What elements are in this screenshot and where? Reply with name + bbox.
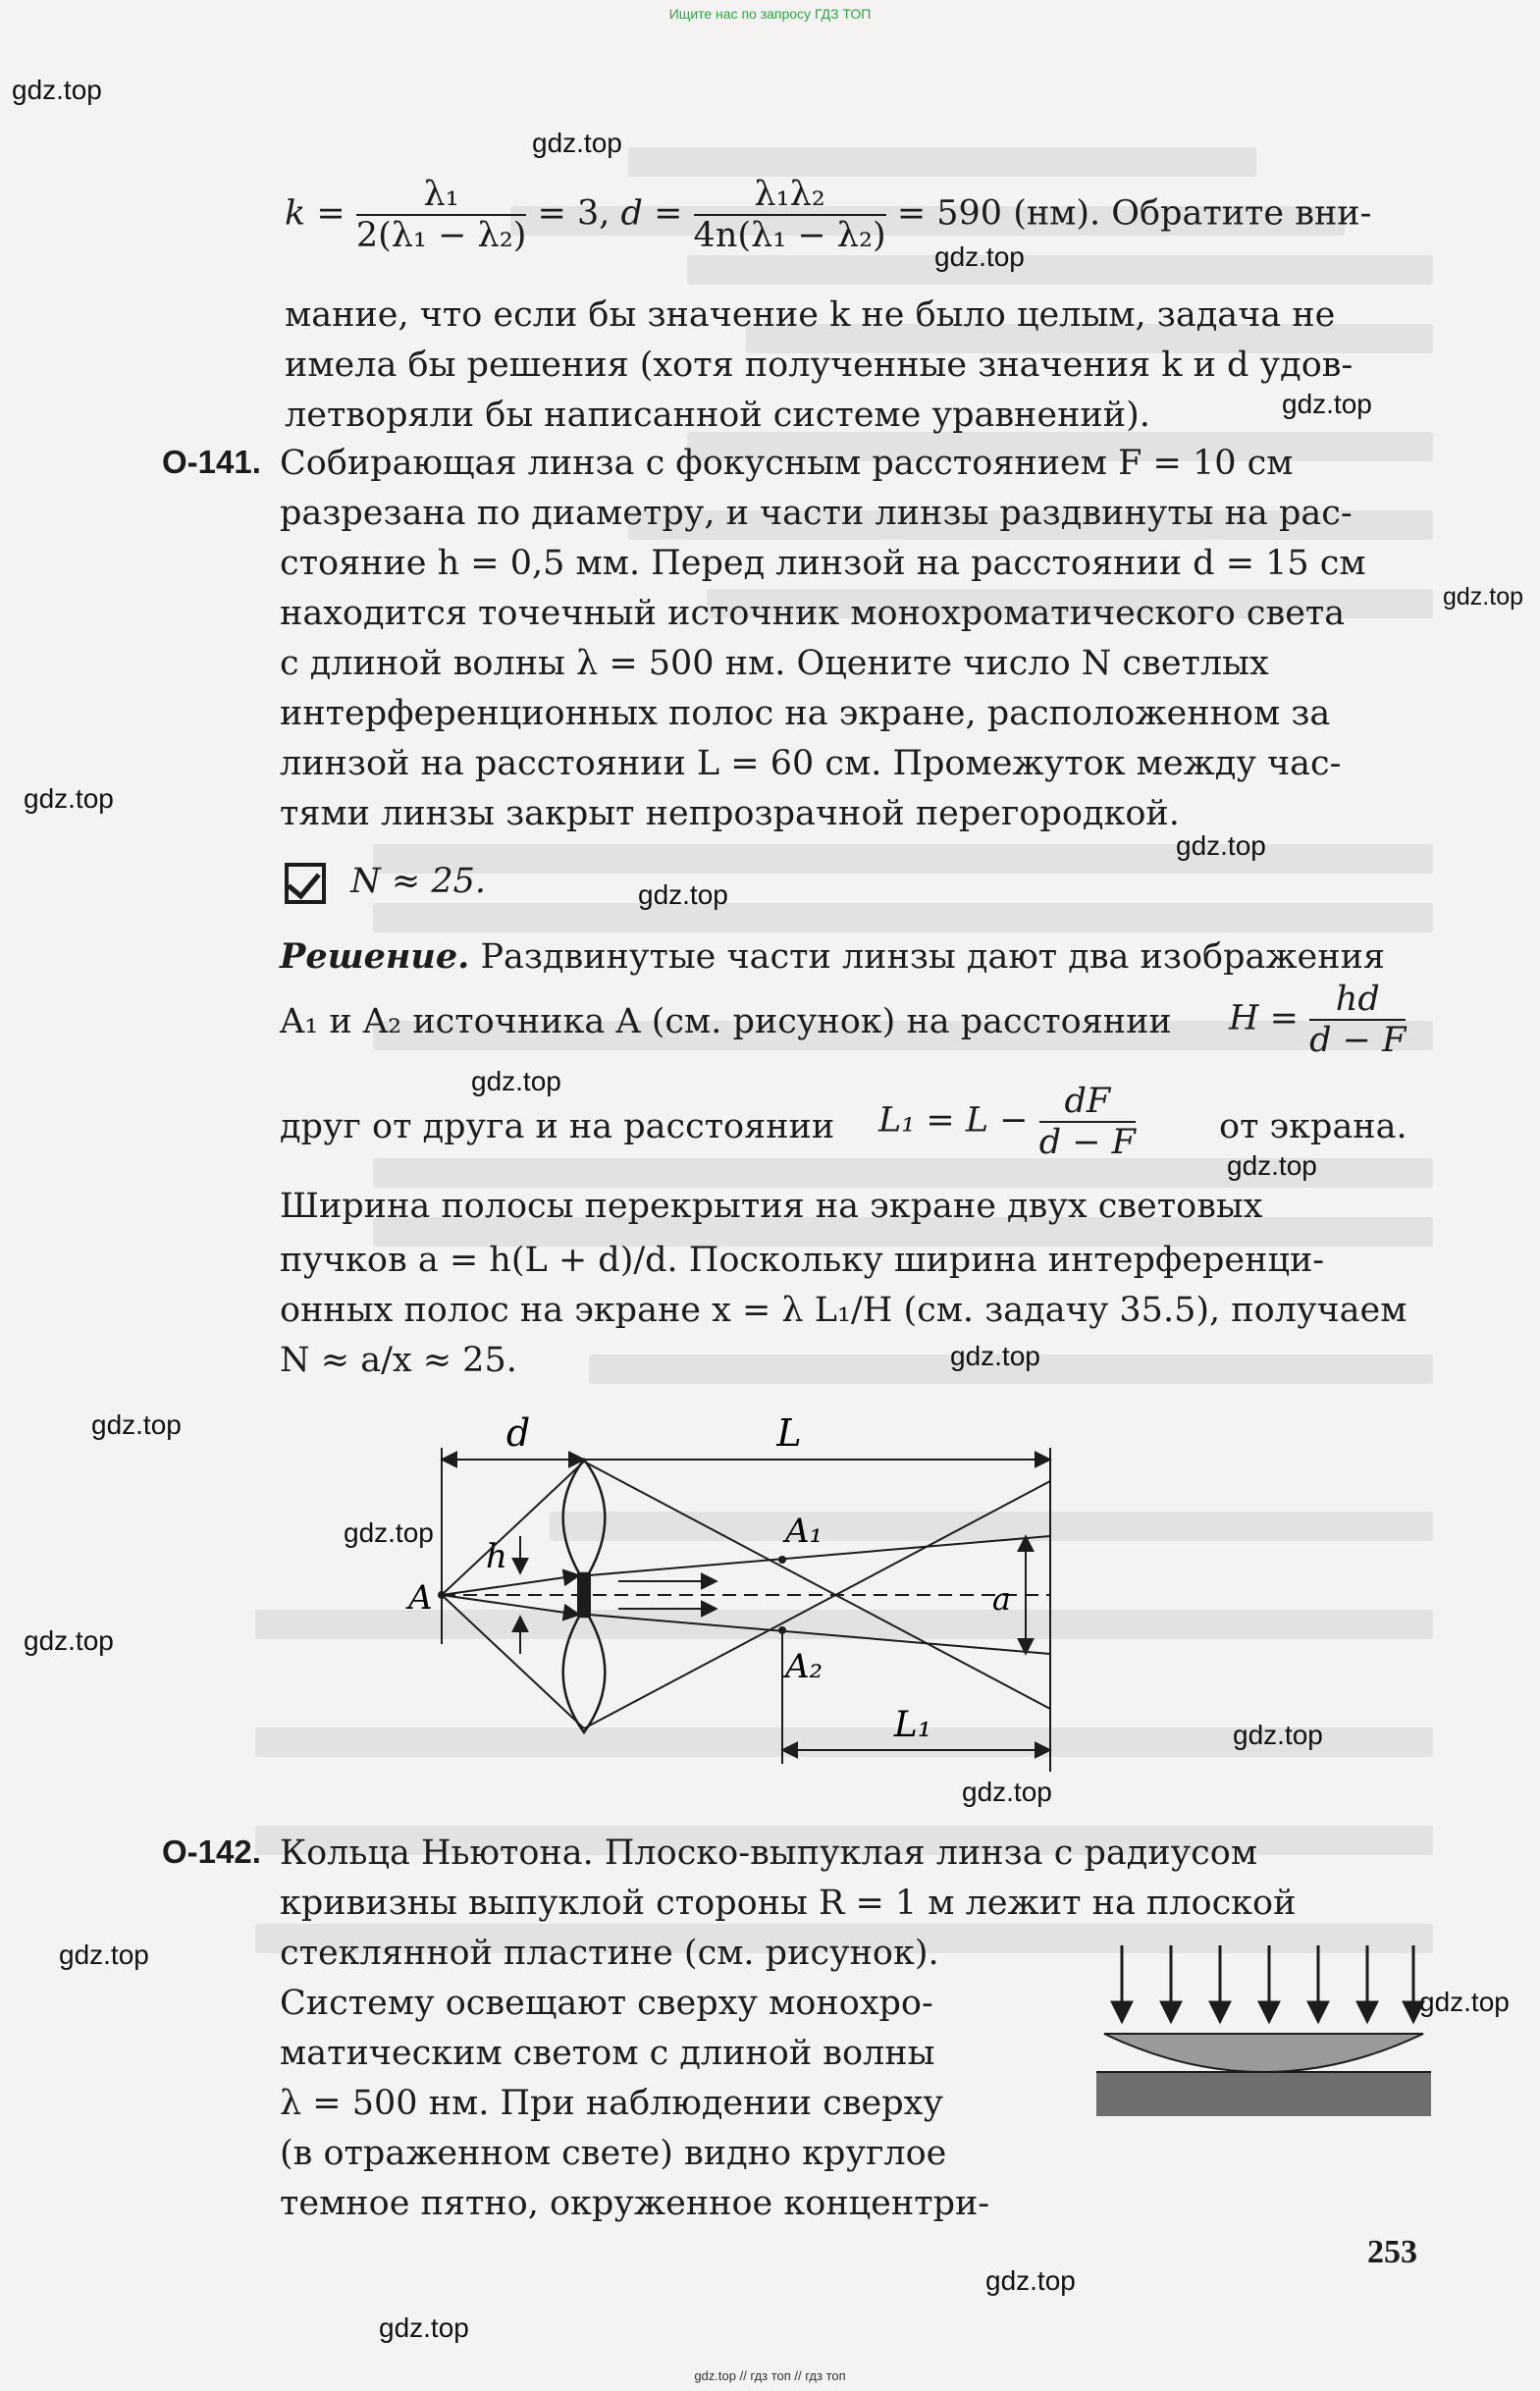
problem-142-text-line: Систему освещают сверху монохро- [280,1984,933,2023]
problem-141-text-line: интерференционных полос на экране, расположенном за [280,694,1331,733]
formula-H-numerator: hd [1309,980,1406,1021]
formula-H-denominator: d − F [1309,1021,1407,1060]
formula-H-label: H = [1229,998,1299,1038]
watermark: gdz.top [985,2265,1076,2296]
solution-line-3b: от экрана. [1219,1107,1407,1146]
formula-k-numerator: λ₁ [356,175,527,216]
image-point-A1 [778,1556,786,1564]
watermark: gdz.top [1282,389,1372,419]
watermark: gdz.top [1443,583,1524,611]
watermark: gdz.top [638,879,728,910]
problem-141-text-line: Собирающая линза с фокусным расстоянием F = 10 см [280,444,1294,483]
formula-k-label: k = [285,193,345,234]
solution-line-6: онных полос на экране x = λ L₁/H (см. задачу 35.5), получаем [280,1291,1407,1330]
prev-line-4: летворяли бы написанной системе уравнений). [285,396,1150,435]
formula-k-denominator: 2(λ₁ − λ₂) [355,216,527,255]
problem-141-label: О-141. [162,444,261,480]
problem-141-text-line: находится точечный источник монохроматического света [280,594,1346,633]
formula-d-numerator: λ₁λ₂ [694,175,886,216]
watermark: gdz.top [934,241,1025,272]
formula-L1-fraction [1039,1082,1136,1162]
formula-k-value: = 3, [537,193,611,234]
newton-rings-diagram [1094,1943,1433,2140]
prev-line-3: имела бы решения (хотя полученные значения k и d удов- [285,345,1354,385]
image-point-A2 [778,1626,786,1634]
label-A2: A₂ [785,1647,823,1686]
answer-row [285,859,486,904]
solution-line-2: A₁ и A₂ источника A (см. рисунок) на расстоянии [280,1002,1172,1041]
ray [442,1575,579,1595]
upper-lens-half [563,1460,606,1573]
answer-text: N ≈ 25. [350,862,487,901]
formula-L1-numerator: dF [1039,1082,1136,1123]
source-point-A [438,1591,446,1599]
watermark: gdz.top [12,75,102,105]
prev-line-2: мание, что если бы значение k не было целым, задача не [285,295,1336,335]
solution-line-7: N ≈ a/x ≈ 25. [280,1341,517,1380]
label-A: A [408,1578,433,1618]
page-number: 253 [1367,2234,1417,2270]
watermark: gdz.top [962,1777,1052,1807]
watermark: gdz.top [1233,1720,1323,1750]
dimension-d-label: d [505,1411,531,1455]
watermark: gdz.top [1227,1150,1317,1181]
formula-L1 [878,1082,1136,1162]
header-note: Ищите нас по запросу ГДЗ ТОП [668,6,872,22]
watermark: gdz.top [344,1517,434,1548]
formula-k-fraction [356,175,527,255]
solution-text: Раздвинутые части линзы дают два изображения [480,937,1386,977]
ray [442,1595,579,1615]
watermark: gdz.top [91,1409,182,1440]
formula-d-fraction [694,175,886,255]
formula-L1-denominator: d − F [1038,1123,1136,1162]
problem-141-text-line: стояние h = 0,5 мм. Перед линзой на расстоянии d = 15 см [280,544,1366,583]
formula-H-fraction [1309,980,1406,1060]
formula-line [285,175,1371,255]
watermark: gdz.top [59,1939,149,1970]
formula-d-value: = 590 (нм). Обратите вни- [896,193,1372,234]
problem-141-text-line: с длиной волны λ = 500 нм. Оцените число N светлых [280,644,1269,683]
formula-d-denominator: 4n(λ₁ − λ₂) [693,216,886,255]
plano-convex-lens [1104,2034,1423,2072]
watermark: gdz.top [379,2312,469,2343]
watermark: gdz.top [1176,830,1266,861]
watermark: gdz.top [1419,1987,1510,2017]
lens-diagram [408,1399,1129,1772]
solution-line-1 [280,934,1385,980]
watermark: gdz.top [950,1341,1040,1371]
label-A1: A₁ [785,1512,823,1551]
problem-142-text-line: (в отраженном свете) видно круглое [280,2134,947,2173]
problem-142-text-line: кривизны выпуклой стороны R = 1 м лежит на плоской [280,1884,1297,1923]
problem-141-text-line: тями линзы закрыт непрозрачной перегородкой. [280,794,1180,833]
solution-line-4: Ширина полосы перекрытия на экране двух световых [280,1187,1263,1226]
dimension-h-label: h [486,1537,507,1576]
solution-line-3a: друг от друга и на расстоянии [280,1107,835,1146]
problem-141-text-line: линзой на расстоянии L = 60 см. Промежуток между час- [280,744,1342,783]
glass-plate [1096,2072,1431,2116]
formula-L1-label: L₁ = L − [878,1100,1029,1141]
dimension-L-label: L [776,1411,802,1455]
watermark: gdz.top [24,783,114,814]
answer-check-icon [285,863,326,904]
formula-H [1229,980,1406,1060]
problem-142-label: О-142. [162,1833,261,1870]
footer-note: gdz.top // гдз топ // гдз топ [694,2368,846,2383]
solution-line-5: пучков a = h(L + d)/d. Поскольку ширина интерференци- [280,1241,1325,1280]
solution-label: Решение. [280,936,470,977]
formula-d-label: d = [620,193,683,234]
dimension-L1-label: L₁ [893,1705,932,1745]
watermark: gdz.top [471,1066,561,1096]
problem-142-text-line: Кольца Ньютона. Плоско-выпуклая линза с радиусом [280,1833,1258,1873]
watermark: gdz.top [532,128,622,158]
problem-142-text-line: стеклянной пластине (см. рисунок). [280,1934,939,1973]
problem-142-text-line: λ = 500 нм. При наблюдении сверху [280,2084,943,2123]
dimension-a-label: a [991,1580,1011,1618]
problem-141-text-line: разрезана по диаметру, и части линзы раздвинуты на рас- [280,494,1353,533]
watermark: gdz.top [24,1625,114,1656]
problem-142-text-line: темное пятно, окруженное концентри- [280,2184,990,2223]
problem-142-text-line: матическим светом с длиной волны [280,2034,935,2073]
